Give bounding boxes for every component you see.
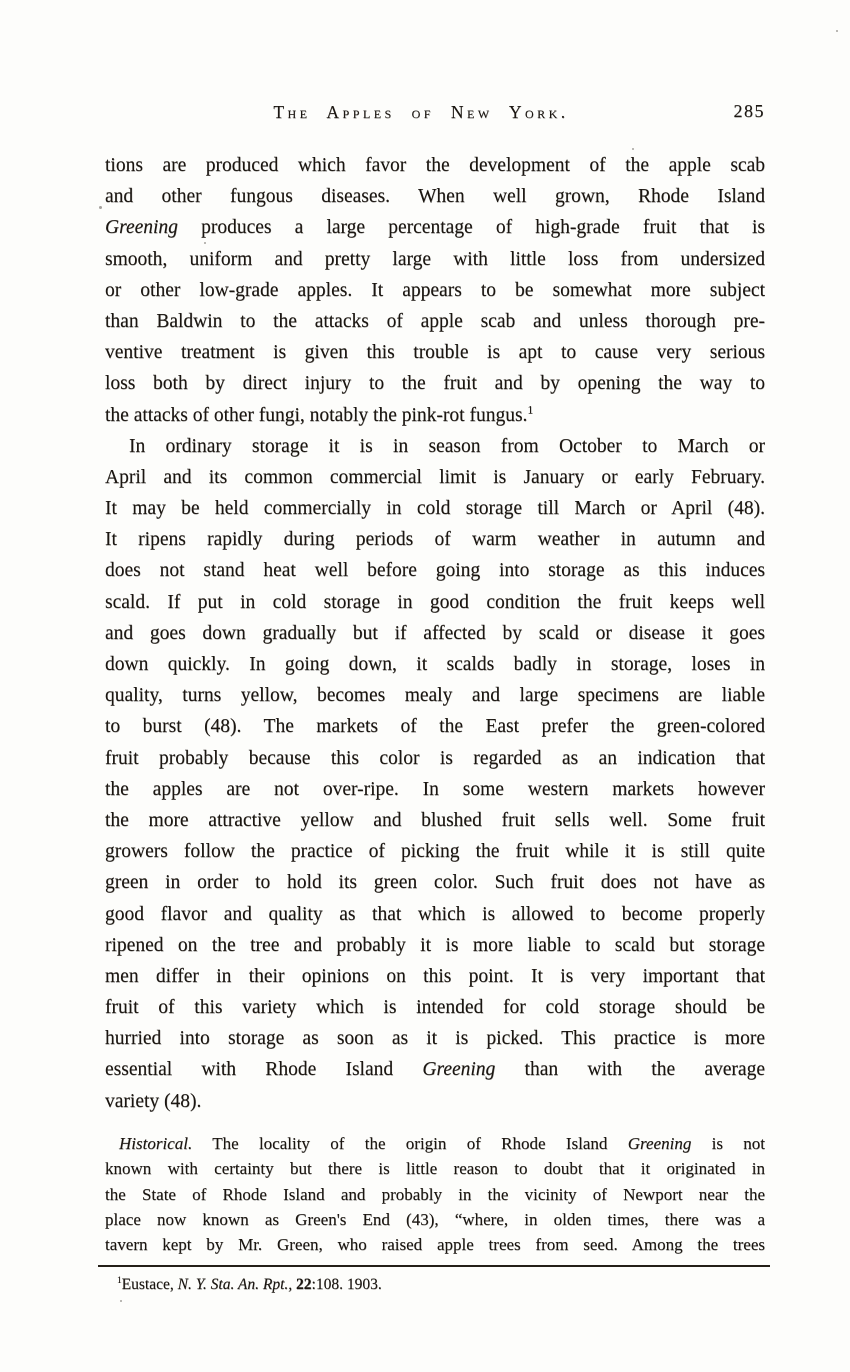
- text-segment: quality, turns yellow, becomes mealy and large specimens are liable: [105, 685, 765, 707]
- text-line: [105, 930, 765, 961]
- text-segment: does not stand heat well before going into storage as this induces: [105, 560, 765, 582]
- text-line: [105, 680, 765, 711]
- text-segment: than with the average: [495, 1059, 765, 1081]
- text-segment: tavern kept by Mr. Green, who raised apple trees from seed. Among the trees: [105, 1235, 765, 1255]
- historical-paragraph: [105, 1131, 765, 1258]
- text-line: [105, 1054, 765, 1085]
- page-number: 285: [733, 101, 765, 121]
- running-title: The Apples of New York.: [273, 102, 569, 122]
- text-segment: than Baldwin to the attacks of apple scab and unless thorough pre-: [105, 310, 765, 332]
- italic-text: Greening: [422, 1059, 496, 1081]
- text-line: [105, 1207, 765, 1232]
- text-segment: the more attractive yellow and blushed fruit sells well. Some fruit: [105, 809, 765, 831]
- text-segment: is not: [691, 1133, 765, 1153]
- text-line: [105, 899, 765, 930]
- scan-speckle: [120, 1300, 122, 1302]
- text-line: [105, 618, 765, 649]
- text-line: [105, 1156, 765, 1181]
- text-line: [105, 587, 765, 618]
- text-line: [105, 1086, 765, 1117]
- text-segment: It ripens rapidly during periods of warm weather in autumn and: [105, 529, 765, 551]
- footnote-rule: [98, 1265, 770, 1267]
- text-line: [105, 400, 765, 431]
- scan-speckle: [836, 30, 838, 32]
- footnote: [105, 1274, 765, 1295]
- text-line: [105, 1232, 765, 1257]
- text-segment: good flavor and quality as that which is allowed to become properly: [105, 903, 765, 925]
- text-line: [105, 244, 765, 275]
- text-segment: fruit of this variety which is intended for cold storage should be: [105, 997, 765, 1019]
- footnote-marker: 1: [527, 403, 534, 416]
- text-line: [105, 306, 765, 337]
- text-block: [105, 150, 765, 1258]
- text-segment: tions are produced which favor the development of the apple scab: [105, 155, 765, 176]
- scan-speckle: [632, 148, 634, 150]
- italic-text: Greening: [105, 217, 178, 239]
- text-segment: fruit probably because this color is regarded as an indication that: [105, 747, 765, 769]
- footnote-citation: [105, 1274, 765, 1295]
- body-paragraph-storage: [105, 431, 765, 1117]
- text-segment: The locality of the origin of Rhode Island: [192, 1133, 628, 1153]
- text-line: [105, 743, 765, 774]
- italic-text: Historical.: [119, 1133, 193, 1153]
- text-line: [105, 212, 765, 243]
- text-line: [105, 431, 765, 462]
- text-line: [105, 649, 765, 680]
- text-line: [105, 1182, 765, 1207]
- text-segment: April and its common commercial limit is January or early February.: [105, 466, 765, 488]
- text-line: [105, 1023, 765, 1054]
- text-segment: 22: [296, 1276, 312, 1293]
- text-segment: In ordinary storage it is in season from October to March or: [129, 435, 765, 457]
- page-header: [105, 102, 765, 123]
- text-line: [105, 462, 765, 493]
- text-segment: known with certainty but there is little reason to doubt that it originated in: [105, 1159, 765, 1179]
- text-line: [105, 493, 765, 524]
- text-segment: :108. 1903.: [311, 1276, 382, 1293]
- text-segment: men differ in their opinions on this point. It is very important that: [105, 965, 765, 987]
- text-line: [105, 1274, 765, 1295]
- text-segment: the State of Rhode Island and probably in the vicinity of Newport near the: [105, 1184, 765, 1204]
- text-line: [105, 867, 765, 898]
- text-segment: ripened on the tree and probably it is more liable to scald but storage: [105, 934, 765, 956]
- text-segment: scald. If put in cold storage in good condition the fruit keeps well: [105, 591, 765, 613]
- text-line: [105, 805, 765, 836]
- text-line: [105, 275, 765, 306]
- text-segment: the apples are not over-ripe. In some western markets however: [105, 778, 765, 800]
- text-segment: loss both by direct injury to the fruit and by opening the way to: [105, 373, 765, 395]
- text-segment: produces a large percentage of high-grade fruit that is: [177, 217, 765, 239]
- italic-text: N. Y. Sta. An. Rpt.,: [177, 1276, 293, 1293]
- text-line: [105, 150, 765, 181]
- text-segment: variety (48).: [105, 1090, 202, 1112]
- text-line: [105, 337, 765, 368]
- body-paragraph-continuation: [105, 150, 765, 431]
- text-segment: smooth, uniform and pretty large with little loss from undersized: [105, 248, 765, 270]
- text-segment: to burst (48). The markets of the East prefer the green-colored: [105, 716, 765, 738]
- scan-speckle: [99, 206, 102, 209]
- text-segment: place now known as Green's End (43), “where, in olden times, there was a: [105, 1209, 765, 1229]
- text-segment: It may be held commercially in cold storage till March or April (48).: [105, 498, 765, 520]
- scan-speckle: [204, 242, 206, 244]
- text-segment: ventive treatment is given this trouble is apt to cause very serious: [105, 342, 765, 364]
- text-segment: growers follow the practice of picking the fruit while it is still quite: [105, 841, 765, 863]
- text-line: [105, 1131, 765, 1156]
- text-segment: hurried into storage as soon as it is picked. This practice is more: [105, 1028, 765, 1050]
- text-line: [105, 368, 765, 399]
- text-line: [105, 961, 765, 992]
- footnote-marker: 1: [117, 1275, 122, 1286]
- text-line: [105, 524, 765, 555]
- text-segment: or other low-grade apples. It appears to be somewhat more subject: [105, 279, 765, 301]
- text-segment: and other fungous diseases. When well grown, Rhode Island: [105, 186, 765, 208]
- italic-text: Greening: [627, 1133, 692, 1153]
- text-segment: green in order to hold its green color. Such fruit does not have as: [105, 872, 765, 894]
- text-line: [105, 836, 765, 867]
- text-line: [105, 992, 765, 1023]
- text-segment: the attacks of other fungi, notably the pink-rot fungus.: [105, 404, 528, 426]
- text-line: [105, 774, 765, 805]
- text-segment: down quickly. In going down, it scalds badly in storage, loses in: [105, 654, 765, 675]
- text-line: [105, 555, 765, 586]
- text-line: [105, 711, 765, 742]
- text-segment: Eustace,: [121, 1276, 178, 1293]
- text-segment: and goes down gradually but if affected by scald or disease it goes: [105, 622, 765, 644]
- text-line: [105, 181, 765, 212]
- text-segment: essential with Rhode Island: [105, 1059, 423, 1081]
